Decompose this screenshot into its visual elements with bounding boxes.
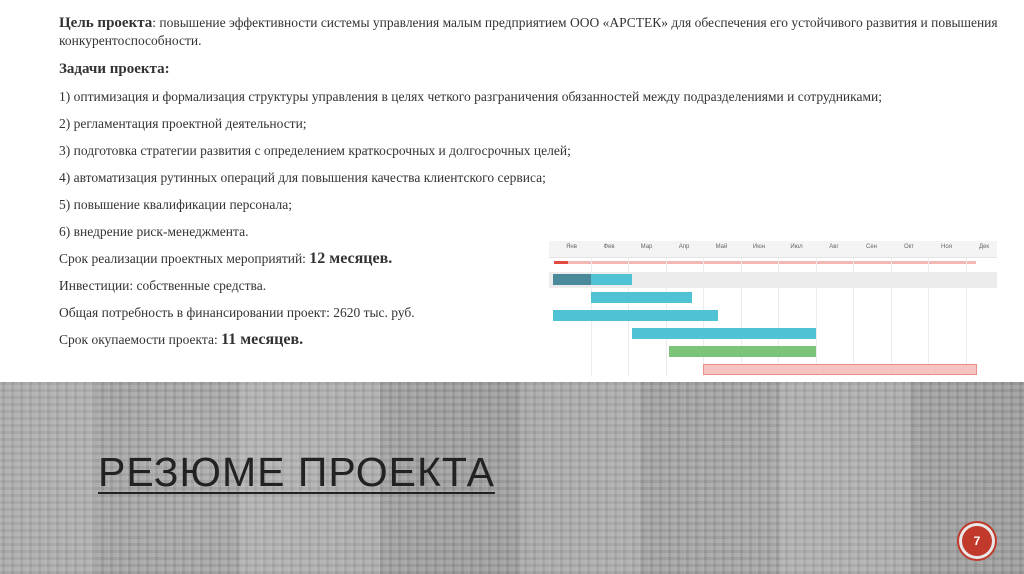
task-item: 5) повышение квалификации персонала; (59, 197, 292, 212)
gantt-task-bar (669, 346, 815, 357)
gantt-task-bar (632, 328, 816, 339)
gantt-month-header (549, 241, 997, 258)
gantt-progress-fill (554, 261, 568, 264)
gantt-task-bar (591, 292, 692, 303)
task-item: 1) оптимизация и формализация структуры управления в целях четкого разграничения обязанностей между подразделениями и сотрудниками; (59, 89, 883, 104)
gantt-month-label: Окт (903, 244, 915, 250)
financing-line: Общая потребность в финансировании проект: 2620 тыс. руб. (59, 305, 415, 320)
gantt-month-label: Май (715, 244, 728, 250)
gantt-progress-track (554, 261, 976, 264)
tasks-heading: Задачи проекта: (59, 61, 170, 77)
gantt-month-label: Дек (978, 244, 990, 250)
project-goal (59, 14, 1004, 50)
task-item: 6) внедрение риск-менеджмента. (59, 224, 249, 239)
task-item: 2) регламентация проектной деятельности; (59, 116, 307, 131)
gantt-month-label: Янв (566, 244, 577, 250)
payback-label: Срок окупаемости проекта: (59, 332, 222, 347)
task-item: 4) автоматизация рутинных операций для повышения качества клиентского сервиса; (59, 170, 546, 185)
task-item: 3) подготовка стратегии развития с определением краткосрочных и долгосрочных целей; (59, 143, 571, 158)
gantt-month-label: Мар (640, 244, 653, 250)
gantt-month-label: Фев (603, 244, 615, 250)
gantt-grid-line (853, 257, 854, 376)
gantt-task-bar (703, 364, 977, 375)
gantt-month-label: Сен (866, 244, 877, 250)
gantt-task-done (553, 274, 591, 285)
texture-block (0, 382, 95, 574)
gantt-grid-line (741, 257, 742, 376)
term-label: Срок реализации проектных мероприятий: (59, 251, 310, 266)
gantt-grid-line (778, 257, 779, 376)
goal-label: Цель проекта (59, 15, 153, 31)
gantt-grid-line (928, 257, 929, 376)
gantt-grid-line (966, 257, 967, 376)
gantt-month-label: Апр (678, 244, 690, 250)
payback-value: 11 месяцев. (221, 331, 304, 348)
gantt-month-label: Июн (752, 244, 766, 250)
gantt-task-bar (553, 310, 718, 321)
goal-text: : повышение эффективности системы управления малым предприятием ООО «АРСТЕК» для обеспечения его устойчивого развития и повышения конкурентоспособности. (59, 15, 998, 48)
slide-title: РЕЗЮМЕ ПРОЕКТА (98, 449, 495, 495)
investments-line: Инвестиции: собственные средства. (59, 278, 267, 293)
texture-block (520, 382, 640, 574)
gantt-grid-line (816, 257, 817, 376)
gantt-month-label: Июл (790, 244, 803, 250)
gantt-grid-line (891, 257, 892, 376)
gantt-month-label: Авг (829, 244, 839, 250)
gantt-chart (549, 241, 997, 376)
gantt-month-label: Ноя (941, 244, 952, 250)
texture-block (780, 382, 910, 574)
term-value: 12 месяцев. (309, 250, 393, 267)
slide-number-badge: 7 (962, 526, 992, 556)
